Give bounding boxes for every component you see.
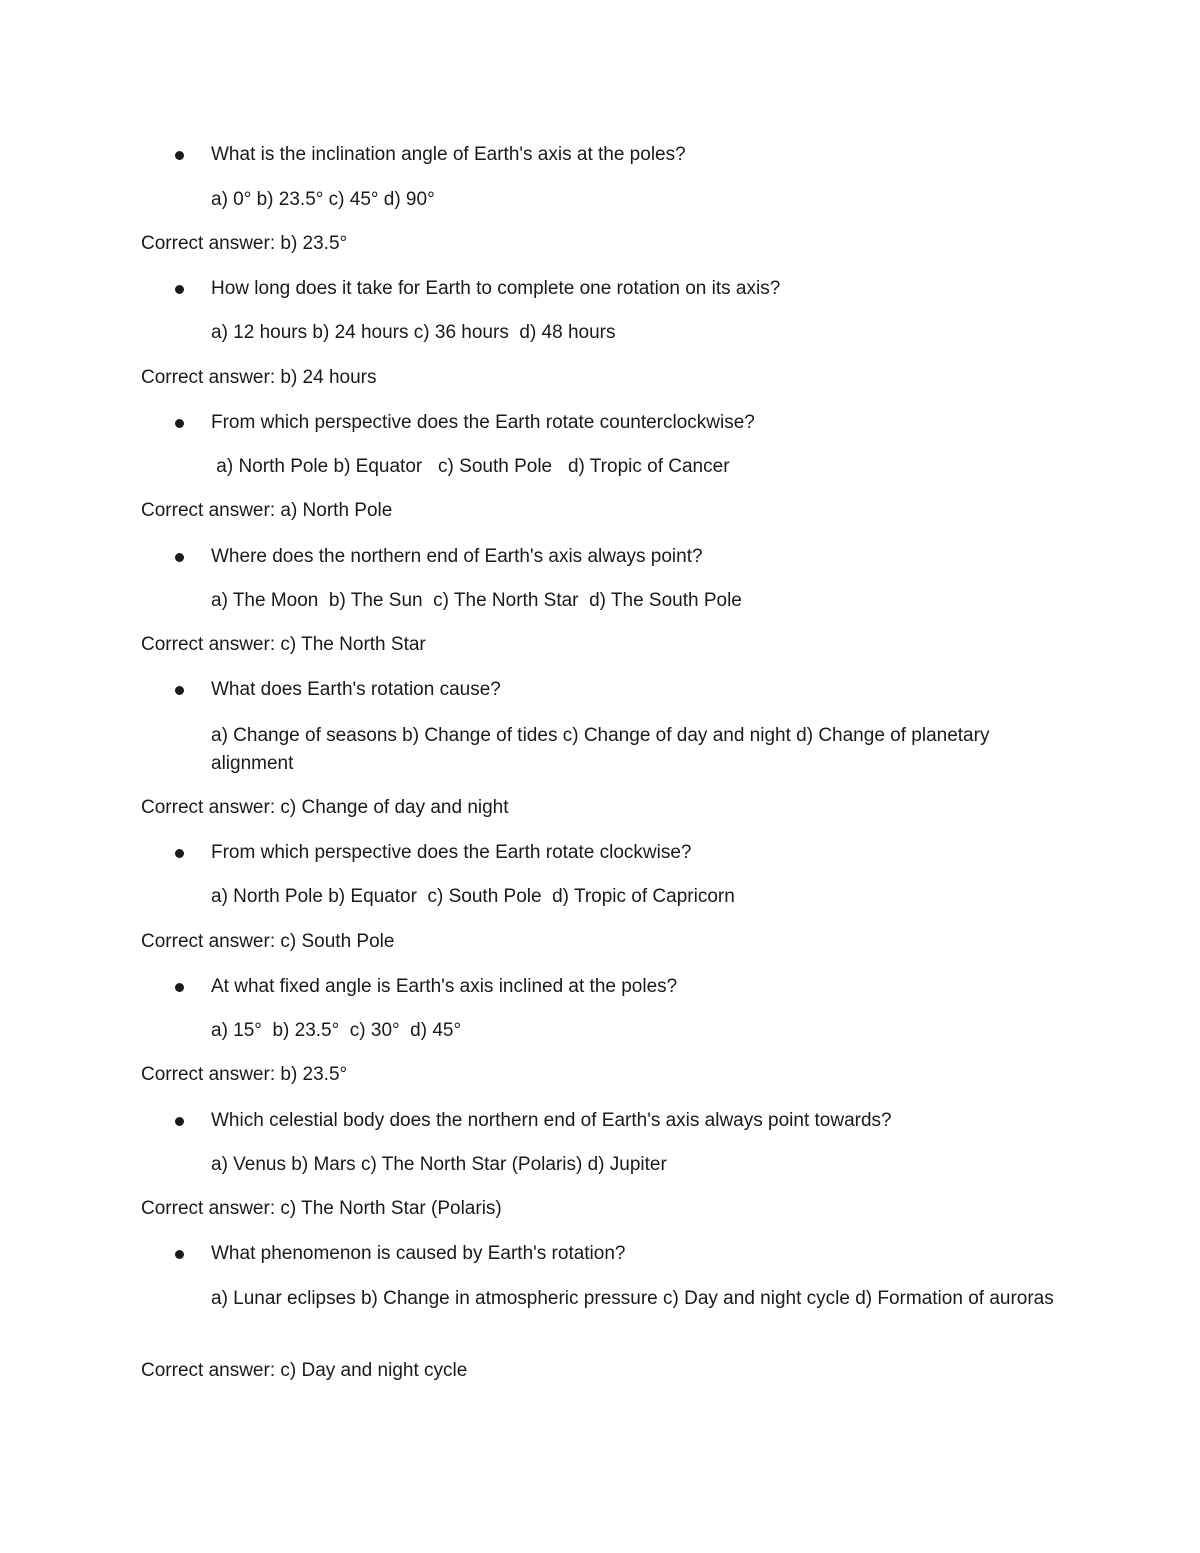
correct-answer: Correct answer: c) Change of day and night — [141, 797, 509, 818]
correct-answer: Correct answer: b) 23.5° — [141, 1064, 348, 1085]
answer-options: a) 0° b) 23.5° c) 45° d) 90° — [211, 189, 435, 210]
question-text: From which perspective does the Earth rotate clockwise? — [211, 842, 692, 863]
answer-options: a) Lunar eclipses b) Change in atmospheric pressure c) Day and night cycle d) Formation of auroras — [211, 1288, 1054, 1309]
question-text: What is the inclination angle of Earth's axis at the poles? — [211, 144, 686, 165]
correct-answer: Correct answer: c) South Pole — [141, 931, 395, 952]
answer-options: a) North Pole b) Equator c) South Pole d) Tropic of Capricorn — [211, 886, 735, 907]
correct-answer: Correct answer: a) North Pole — [141, 500, 393, 521]
bullet-icon — [175, 1250, 184, 1259]
correct-answer: Correct answer: c) Day and night cycle — [141, 1360, 468, 1381]
question-text: At what fixed angle is Earth's axis inclined at the poles? — [211, 976, 678, 997]
answer-options: a) North Pole b) Equator c) South Pole d) Tropic of Cancer — [211, 456, 730, 477]
question-text: Where does the northern end of Earth's axis always point? — [211, 546, 703, 567]
answer-options: a) The Moon b) The Sun c) The North Star d) The South Pole — [211, 590, 742, 611]
question-text: What does Earth's rotation cause? — [211, 679, 501, 700]
bullet-icon — [175, 686, 184, 695]
bullet-icon — [175, 285, 184, 294]
bullet-icon — [175, 983, 184, 992]
question-text: From which perspective does the Earth rotate counterclockwise? — [211, 412, 755, 433]
bullet-icon — [175, 849, 184, 858]
answer-options: a) 12 hours b) 24 hours c) 36 hours d) 48 hours — [211, 322, 616, 343]
answer-options: a) Venus b) Mars c) The North Star (Polaris) d) Jupiter — [211, 1154, 667, 1175]
bullet-icon — [175, 1117, 184, 1126]
bullet-icon — [175, 553, 184, 562]
bullet-icon — [175, 151, 184, 160]
answer-options: a) 15° b) 23.5° c) 30° d) 45° — [211, 1020, 462, 1041]
question-text: Which celestial body does the northern end of Earth's axis always point towards? — [211, 1110, 892, 1131]
question-text: How long does it take for Earth to complete one rotation on its axis? — [211, 278, 781, 299]
question-text: What phenomenon is caused by Earth's rotation? — [211, 1243, 626, 1264]
bullet-icon — [175, 419, 184, 428]
correct-answer: Correct answer: b) 23.5° — [141, 233, 348, 254]
correct-answer: Correct answer: c) The North Star (Polaris) — [141, 1198, 502, 1219]
correct-answer: Correct answer: b) 24 hours — [141, 367, 377, 388]
answer-options: a) Change of seasons b) Change of tides c) Change of day and night d) Change of planetary alignment — [211, 725, 990, 774]
correct-answer: Correct answer: c) The North Star — [141, 634, 426, 655]
